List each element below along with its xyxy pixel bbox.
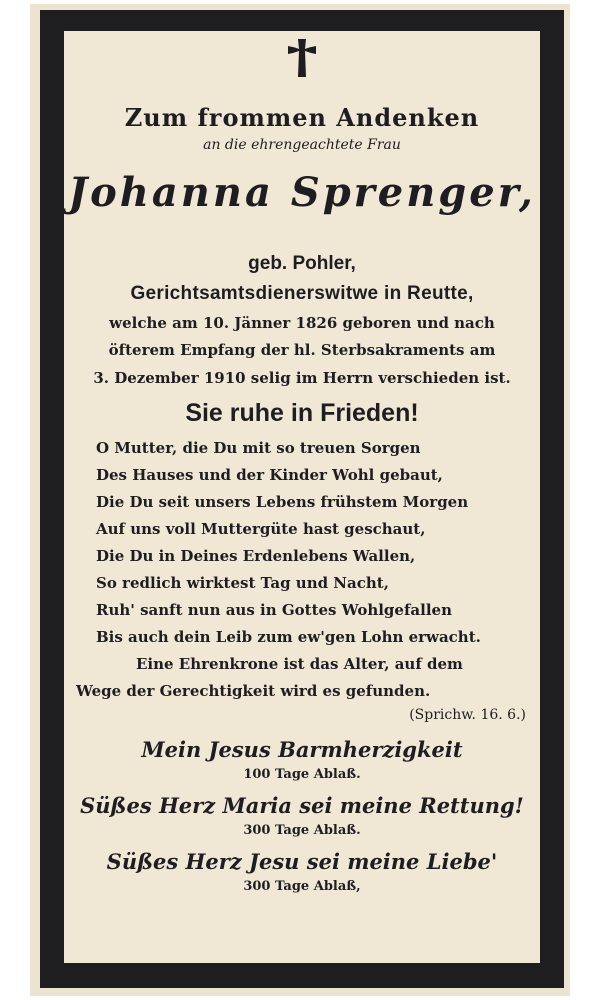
poem-line: Des Hauses und der Kinder Wohl gebaut, [96,466,443,484]
poem-line: So redlich wirktest Tag und Nacht, [96,574,389,592]
indulgence-note: 300 Tage Ablaß, [243,879,361,894]
indulgence-note: 300 Tage Ablaß. [243,823,361,838]
poem-line: Die Du seit unsers Lebens frühstem Morgen [96,493,469,511]
dedication-title: Zum frommen Andenken [124,103,480,132]
rest-in-peace-heading: Sie ruhe in Frieden! [185,399,419,427]
invocation: Mein Jesus Barmherzigkeit [141,737,463,762]
card-content [64,31,540,963]
deceased-name: Johanna Sprenger, [68,169,536,216]
cross-icon [64,37,540,77]
poem-line: Ruh' sanft nun aus in Gottes Wohlgefallen [96,601,452,619]
occupation: Gerichtsamtsdienerswitwe in Reutte, [130,283,474,304]
invocation: Süßes Herz Jesu sei meine Liebe' [106,849,498,874]
bio-line: welche am 10. Jänner 1826 geboren und nach [109,314,495,332]
bio-line: öfterem Empfang der hl. Sterbsakraments am [108,341,496,359]
maiden-name: geb. Pohler, [248,253,356,274]
dedication-subtitle: an die ehrengeachtete Frau [203,137,401,153]
poem-line: O Mutter, die Du mit so treuen Sorgen [96,439,421,457]
proverb-source: (Sprichw. 16. 6.) [409,707,526,723]
proverb-line: Eine Ehrenkrone ist das Alter, auf dem [136,655,463,673]
proverb-line: Wege der Gerechtigkeit wird es gefunden. [76,682,431,700]
indulgence-note: 100 Tage Ablaß. [243,767,361,782]
poem-line: Bis auch dein Leib zum ew'gen Lohn erwacht. [96,628,481,646]
bio-line: 3. Dezember 1910 selig im Herrn verschieden ist. [93,369,511,387]
poem-line: Auf uns voll Muttergüte hast geschaut, [96,520,426,538]
poem-line: Die Du in Deines Erdenlebens Wallen, [96,547,416,565]
invocation: Süßes Herz Maria sei meine Rettung! [80,793,524,818]
